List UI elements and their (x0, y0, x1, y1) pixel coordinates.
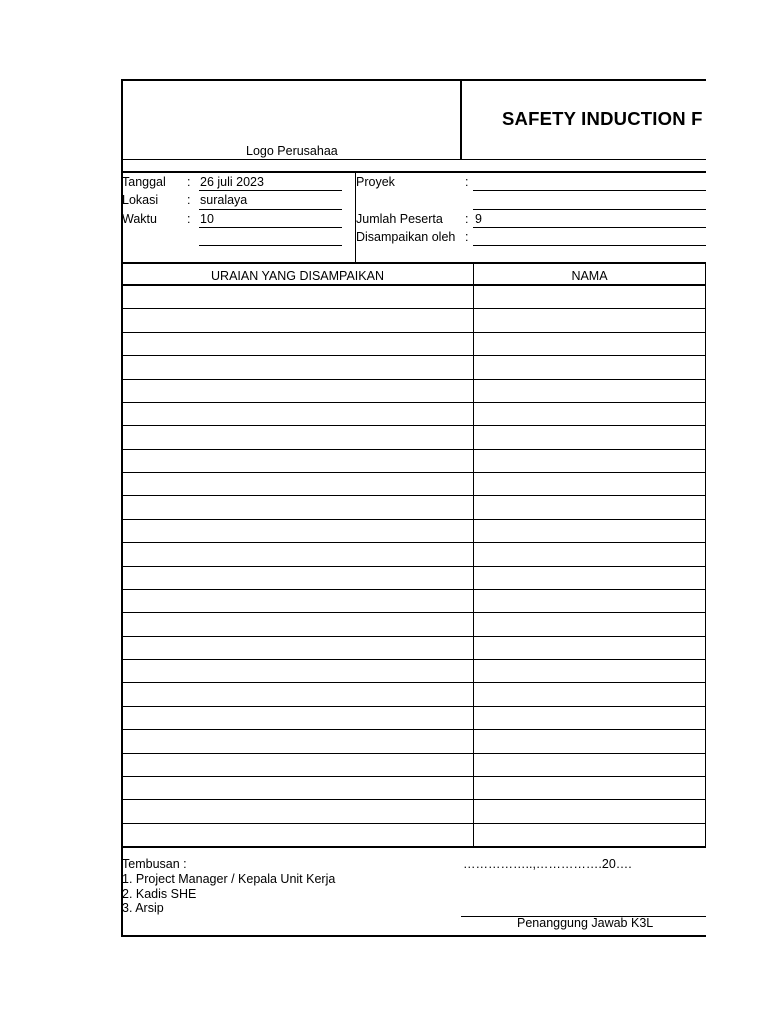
lokasi-colon: : (187, 193, 191, 207)
table-row (122, 355, 705, 378)
signature-date-line: ……………..,…………….20…. (463, 857, 632, 871)
proyek-label: Proyek (356, 175, 395, 189)
jumlah-peserta-underline (473, 227, 706, 228)
tanggal-label: Tanggal (122, 175, 166, 189)
table-row (122, 636, 705, 659)
disampaikan-oleh-colon: : (465, 230, 469, 244)
table-row (122, 589, 705, 612)
table-row (122, 799, 705, 822)
table-top-line (121, 262, 706, 264)
waktu-colon: : (187, 212, 191, 226)
signer-title: Penanggung Jawab K3L (517, 916, 654, 930)
form-title: SAFETY INDUCTION F (502, 108, 703, 129)
table-row (122, 542, 705, 565)
table-row (122, 308, 705, 331)
lokasi-underline (199, 209, 342, 210)
table-row (122, 706, 705, 729)
table-row (122, 449, 705, 472)
info-top-line (121, 171, 706, 173)
proyek-underline-2 (473, 209, 706, 210)
table-row (122, 425, 705, 448)
header-bottom-line (121, 159, 706, 160)
table-row (122, 776, 705, 799)
tanggal-value: 26 juli 2023 (200, 175, 264, 189)
cc-item-2: 2. Kadis SHE (122, 887, 197, 901)
cc-item-1: 1. Project Manager / Kepala Unit Kerja (122, 872, 336, 886)
waktu-underline (199, 227, 342, 228)
table-bottom-line (121, 846, 706, 848)
table-row (122, 729, 705, 752)
extra-underline (199, 245, 342, 246)
waktu-value: 10 (200, 212, 214, 226)
form-bottom-border (121, 935, 706, 937)
table-row (122, 823, 705, 846)
table-row (122, 659, 705, 682)
jumlah-peserta-colon: : (465, 212, 469, 226)
logo-placeholder-label: Logo Perusahaa (246, 144, 338, 158)
column-header-uraian: URAIAN YANG DISAMPAIKAN (211, 269, 384, 283)
table-row (122, 379, 705, 402)
table-row (122, 285, 705, 308)
table-row (122, 682, 705, 705)
table-row (122, 566, 705, 589)
jumlah-peserta-value: 9 (475, 212, 482, 226)
jumlah-peserta-label: Jumlah Peserta (356, 212, 443, 226)
column-header-nama: NAMA (571, 269, 608, 283)
proyek-colon: : (465, 175, 469, 189)
waktu-label: Waktu (122, 212, 157, 226)
lokasi-value: suralaya (200, 193, 248, 207)
table-row (122, 472, 705, 495)
cc-item-3: 3. Arsip (122, 901, 164, 915)
table-row (122, 753, 705, 776)
table-right-border (705, 263, 706, 846)
tanggal-underline (199, 190, 342, 191)
table-row (122, 495, 705, 518)
table-row (122, 612, 705, 635)
table-row (122, 402, 705, 425)
proyek-underline (473, 190, 706, 191)
tembusan-label: Tembusan : (122, 857, 187, 871)
form-top-border (121, 79, 706, 81)
header-divider (460, 80, 462, 160)
lokasi-label: Lokasi (122, 193, 159, 207)
disampaikan-oleh-underline (473, 245, 706, 246)
tanggal-colon: : (187, 175, 191, 189)
table-row (122, 519, 705, 542)
disampaikan-oleh-label: Disampaikan oleh (356, 230, 456, 244)
table-row (122, 332, 705, 355)
